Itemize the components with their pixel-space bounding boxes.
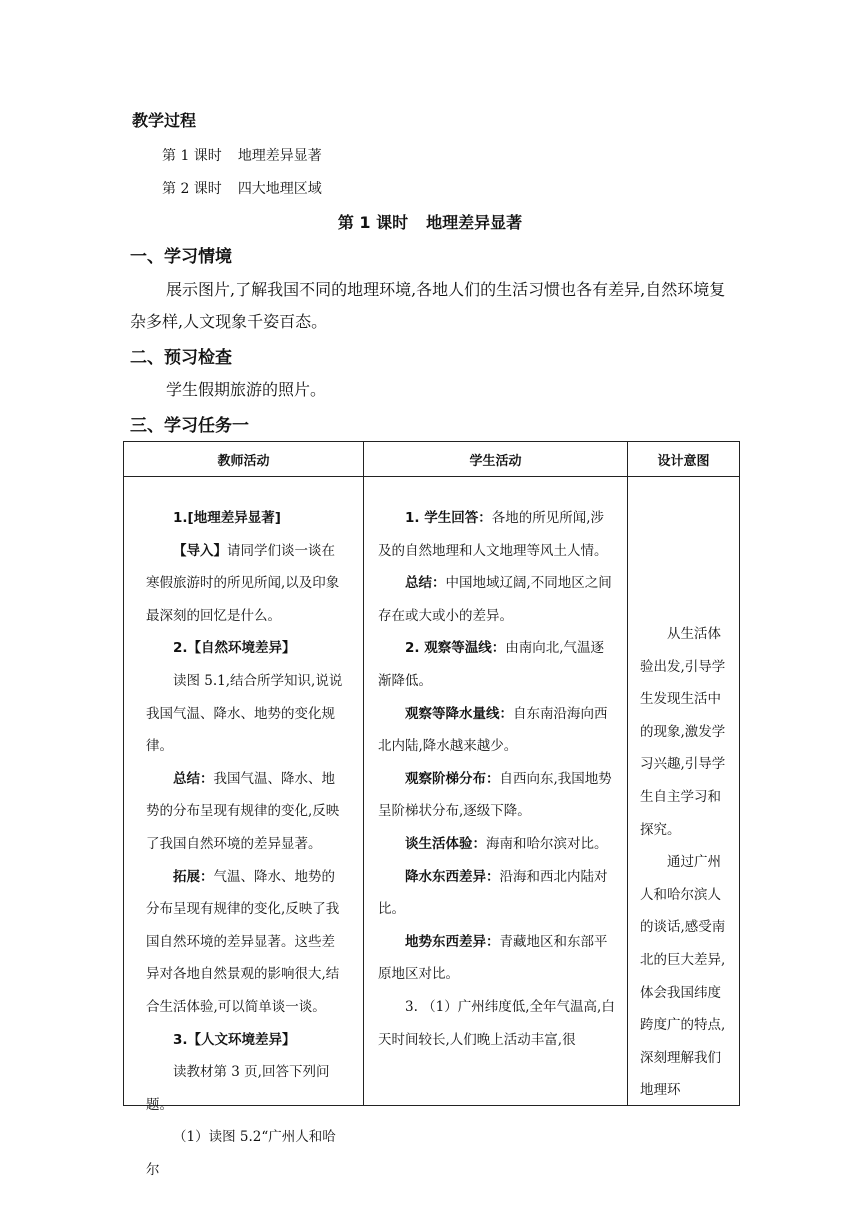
section-title-preview-check: 二、预习检查 bbox=[130, 348, 232, 368]
teacher-paragraph: 总结：我国气温、降水、地势的分布呈现有规律的变化,反映了我国自然环境的差异显著。 bbox=[146, 770, 340, 852]
teacher-paragraph: 读教材第 3 页,回答下列问题。 bbox=[146, 1064, 330, 1113]
student-paragraph: 谈生活体验：海南和哈尔滨对比。 bbox=[405, 835, 608, 852]
lesson-title bbox=[0, 212, 860, 234]
toc-item-lesson-2 bbox=[162, 179, 322, 199]
teacher-activity-cell bbox=[124, 477, 364, 1178]
teacher-paragraph: 2.【自然环境差异】 bbox=[173, 640, 296, 657]
lesson-title-number: 第 1 课时 bbox=[337, 213, 409, 232]
toc-item-lesson-1 bbox=[162, 146, 322, 166]
student-paragraph: 地势东西差异：青藏地区和东部平原地区对比。 bbox=[378, 933, 608, 983]
design-intent-cell bbox=[628, 477, 740, 1106]
student-paragraph: 观察阶梯分布：自西向东,我国地势呈阶梯状分布,逐级下降。 bbox=[378, 770, 612, 820]
student-activity-cell bbox=[364, 477, 628, 1106]
student-paragraph: 观察等降水量线：自东南沿海向西北内陆,降水越来越少。 bbox=[378, 705, 608, 755]
section-text-learning-context: 展示图片,了解我国不同的地理环境,各地人们的生活习惯也各有差异,自然环境复杂多样,人文现象千姿百态。 bbox=[130, 280, 726, 331]
student-paragraph: 总结：中国地域辽阔,不同地区之间存在或大或小的差异。 bbox=[378, 575, 612, 624]
activity-table bbox=[123, 441, 740, 1178]
table-header-row bbox=[124, 442, 740, 477]
header-design-intent: 设计意图 bbox=[628, 442, 740, 477]
teacher-paragraph: 读图 5.1,结合所学知识,说说我国气温、降水、地势的变化规律。 bbox=[146, 672, 343, 755]
section-text-preview-check: 学生假期旅游的照片。 bbox=[166, 380, 327, 399]
teacher-paragraph: 拓展：气温、降水、地势的分布呈现有规律的变化,反映了我国自然环境的差异显著。这些差异对各地自然景观的影响很大,结合生活体验,可以简单谈一谈。 bbox=[146, 868, 340, 1015]
section-title-learning-task-1: 三、学习任务一 bbox=[130, 416, 249, 436]
teacher-paragraph: 3.【人文环境差异】 bbox=[173, 1031, 296, 1048]
toc-lesson-title: 四大地理区域 bbox=[237, 181, 322, 197]
lesson-title-text: 地理差异显著 bbox=[426, 213, 523, 232]
teacher-paragraph: （1）读图 5.2“广州人和哈尔 bbox=[146, 1129, 336, 1178]
teaching-process-heading: 教学过程 bbox=[132, 111, 197, 130]
toc-lesson-number: 第 1 课时 bbox=[162, 148, 222, 164]
student-paragraph: 1. 学生回答：各地的所见所闻,涉及的自然地理和人文地理等风土人情。 bbox=[378, 510, 608, 559]
student-paragraph: 2. 观察等温线：由南向北,气温逐渐降低。 bbox=[378, 640, 605, 689]
teacher-paragraph: 【导入】请同学们谈一谈在寒假旅游时的所见所闻,以及印象最深刻的回忆是什么。 bbox=[146, 542, 340, 624]
header-teacher-activity: 教师活动 bbox=[124, 442, 364, 477]
design-paragraph: 通过广州人和哈尔滨人的谈话,感受南北的巨大差异,体会我国纬度跨度广的特点,深刻理解我们地理环 bbox=[640, 854, 726, 1099]
student-paragraph: 3. （1）广州纬度低,全年气温高,白天时间较长,人们晚上活动丰富,很 bbox=[378, 998, 615, 1048]
toc-lesson-title: 地理差异显著 bbox=[237, 148, 322, 164]
toc-lesson-number: 第 2 课时 bbox=[162, 181, 222, 197]
header-student-activity: 学生活动 bbox=[364, 442, 628, 477]
student-paragraph: 降水东西差异：沿海和西北内陆对比。 bbox=[378, 868, 608, 918]
design-paragraph: 从生活体验出发,引导学生发现生活中的现象,激发学习兴趣,引导学生自主学习和探究。 bbox=[640, 626, 726, 838]
teacher-paragraph: 1.[地理差异显著] bbox=[173, 510, 281, 526]
section-title-learning-context: 一、学习情境 bbox=[130, 247, 232, 267]
table-row bbox=[124, 477, 740, 1106]
